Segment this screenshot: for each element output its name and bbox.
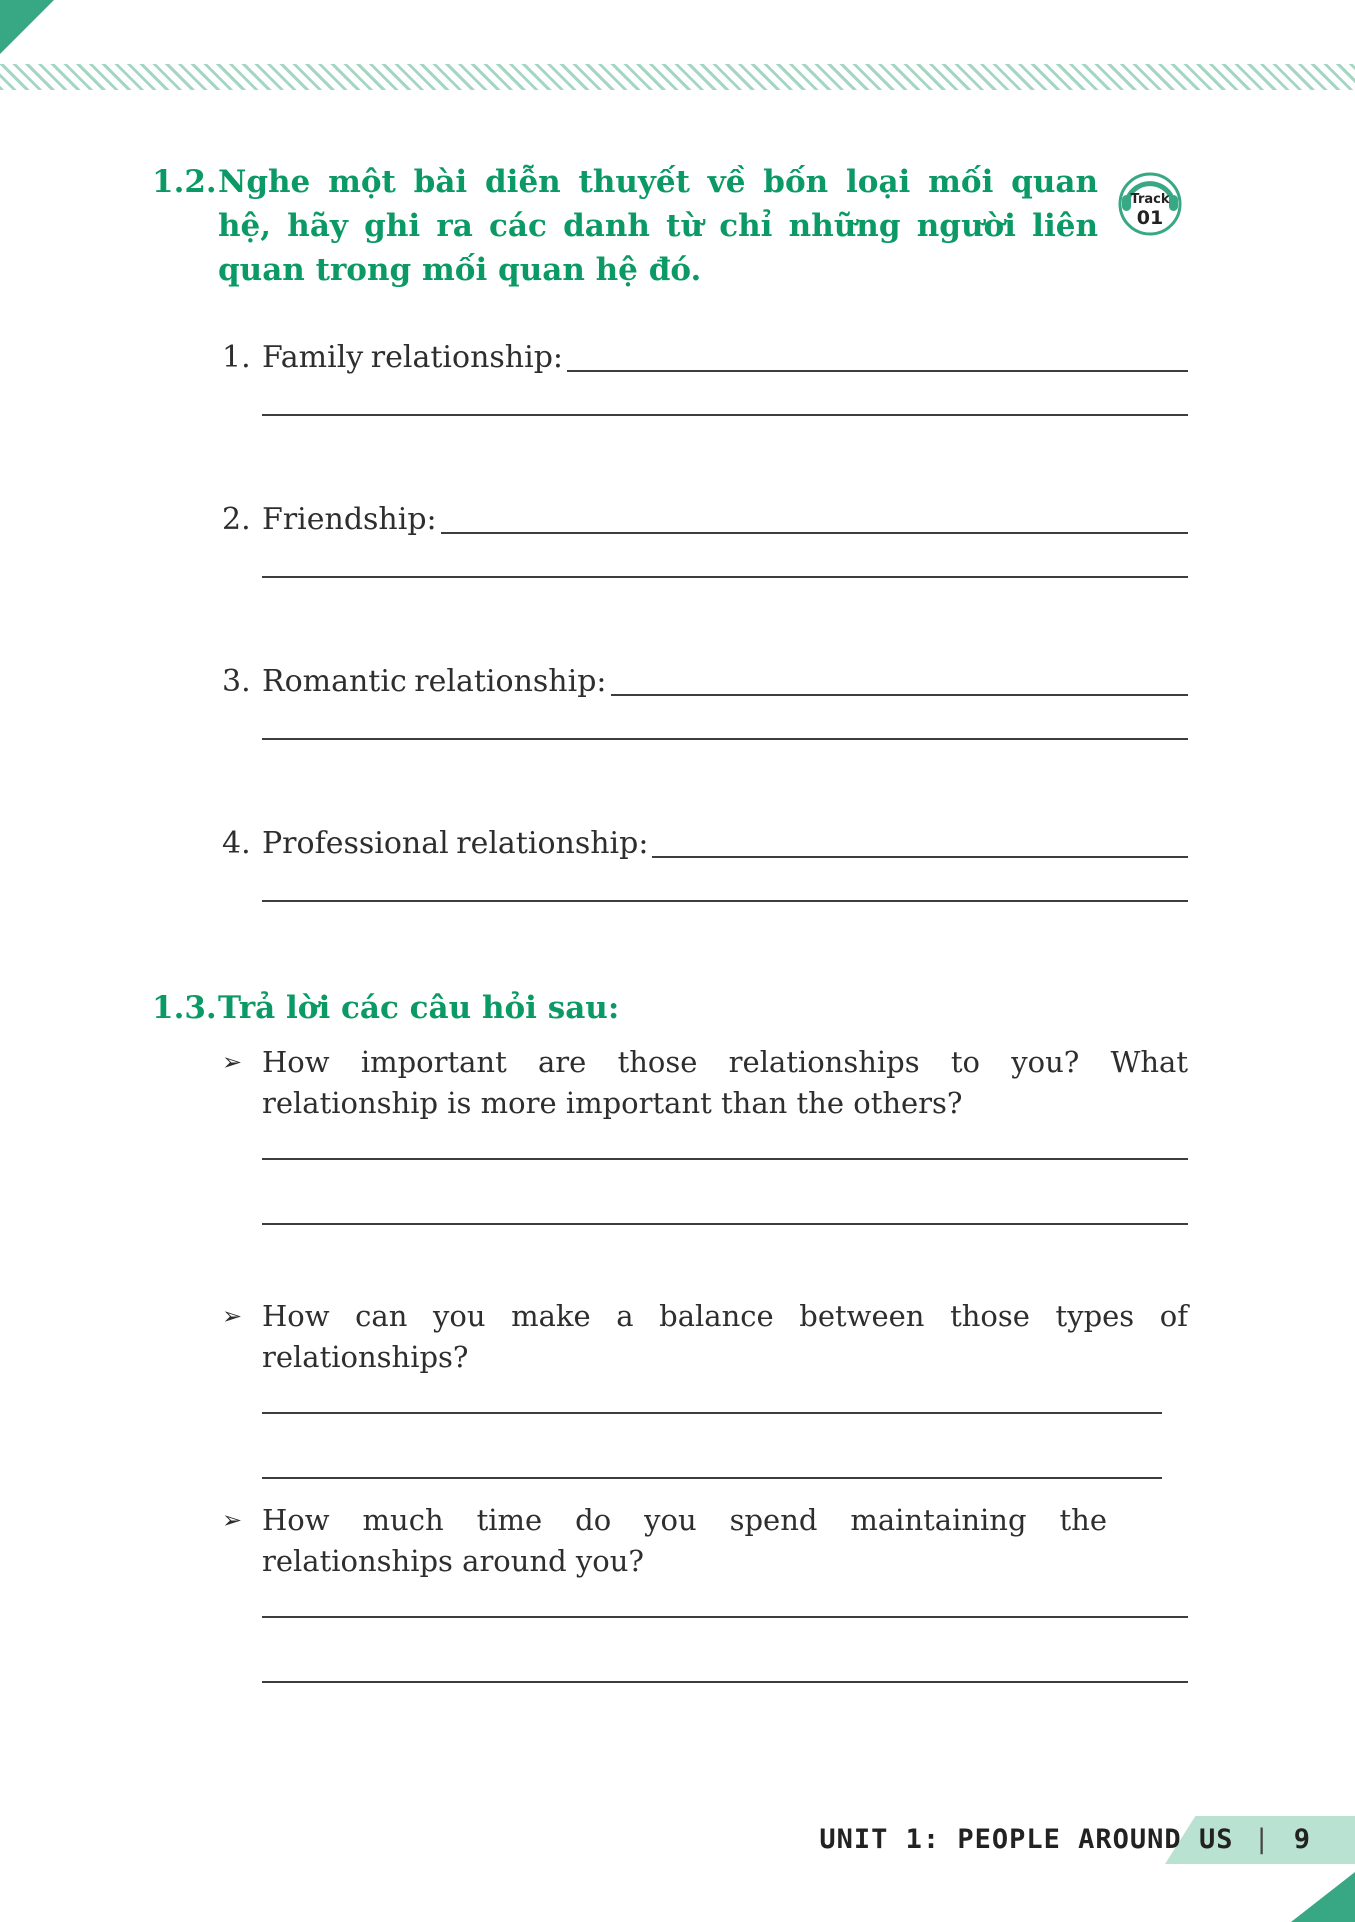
item-label: Family relationship: (262, 340, 564, 375)
answer-line (262, 1223, 1188, 1225)
question-importance (222, 1042, 1188, 1225)
corner-accent-top-left (0, 0, 54, 54)
question-text: How can you make a balance between those types of relationships? (262, 1299, 1188, 1375)
footer-separator: | (1253, 1824, 1270, 1855)
question-row (222, 1500, 1188, 1582)
answer-line (652, 856, 1188, 858)
answer-line (262, 1477, 1162, 1479)
section-1-3-number: 1.3. (152, 990, 217, 1026)
question-row (222, 1296, 1188, 1378)
section-1-3-heading (152, 988, 619, 1028)
item-label: Romantic relationship: (262, 664, 607, 699)
question-text: How much time do you spend maintaining the relationships around you? (262, 1503, 1107, 1579)
list-item-friendship (222, 500, 1188, 578)
item-row (222, 338, 1188, 377)
question-row (222, 1042, 1188, 1124)
item-row (222, 824, 1188, 863)
answer-line (262, 1412, 1162, 1414)
question-text: How important are those relationships to you? What relationship is more important than the others? (262, 1045, 1188, 1121)
item-label: Professional relationship: (262, 826, 649, 861)
item-number: 1. (222, 340, 251, 375)
page-number: 9 (1293, 1824, 1310, 1855)
track-label: Track (1130, 192, 1170, 207)
answer-line (262, 1616, 1188, 1618)
question-time-spent (222, 1500, 1188, 1683)
audio-track-badge (1112, 162, 1188, 242)
answer-line (262, 414, 1188, 416)
list-item-professional-relationship (222, 824, 1188, 902)
corner-accent-bottom-right (1291, 1872, 1355, 1922)
item-row (222, 662, 1188, 701)
answer-line (262, 900, 1188, 902)
item-number: 3. (222, 664, 251, 699)
answer-line (262, 1158, 1188, 1160)
item-number: 4. (222, 826, 251, 861)
item-number: 2. (222, 502, 251, 537)
list-item-family-relationship (222, 338, 1188, 416)
section-1-2-number: 1.2. (152, 164, 217, 200)
arrow-bullet-icon: ➢ (222, 1048, 243, 1076)
answer-line (262, 1681, 1188, 1683)
section-1-3-instructions: Trả lời các câu hỏi sau: (218, 990, 620, 1026)
item-row (222, 500, 1188, 539)
section-1-2-heading (152, 160, 1112, 292)
answer-line (262, 738, 1188, 740)
track-number: 01 (1136, 207, 1164, 229)
footer (222, 1824, 1310, 1855)
answer-line (567, 370, 1188, 372)
item-label: Friendship: (262, 502, 437, 537)
answer-line (441, 532, 1188, 534)
footer-unit-title: UNIT 1: PEOPLE AROUND US (819, 1824, 1234, 1855)
decorative-stripe-band (0, 64, 1355, 90)
arrow-bullet-icon: ➢ (222, 1302, 243, 1330)
answer-line (262, 576, 1188, 578)
question-balance (222, 1296, 1188, 1479)
section-1-2-instructions: Nghe một bài diễn thuyết về bốn loại mối quan hệ, hãy ghi ra các danh từ chỉ những người liên quan trong mối quan hệ đó. (218, 164, 1098, 289)
list-item-romantic-relationship (222, 662, 1188, 740)
arrow-bullet-icon: ➢ (222, 1506, 243, 1534)
answer-line (611, 694, 1188, 696)
